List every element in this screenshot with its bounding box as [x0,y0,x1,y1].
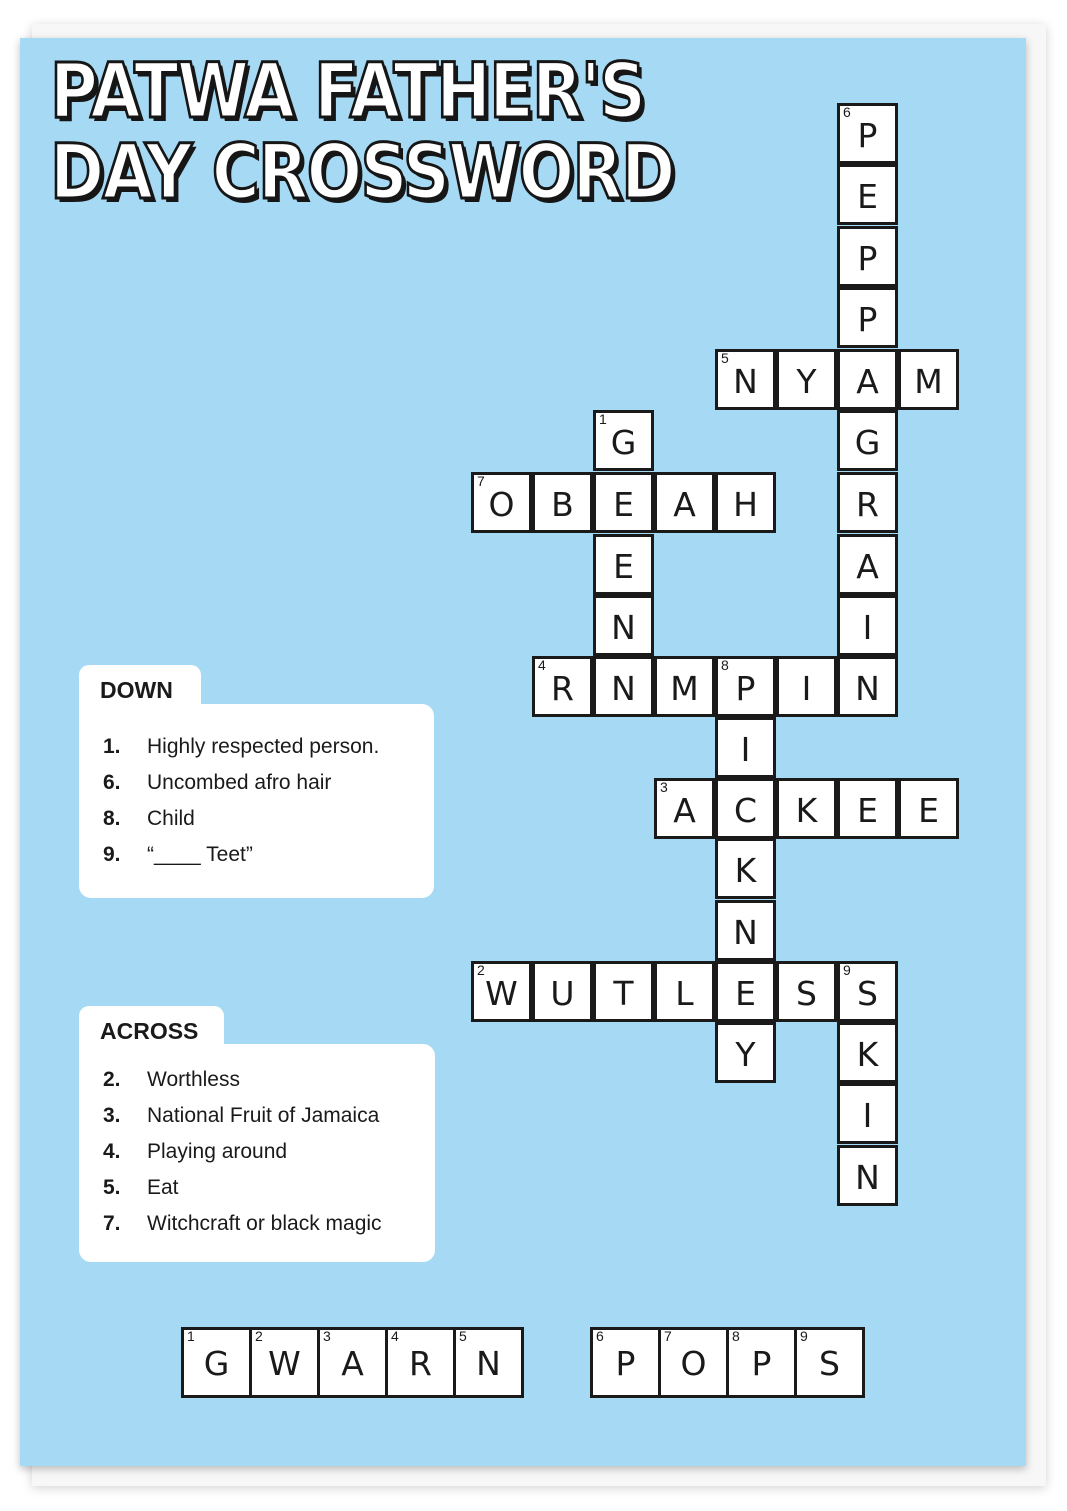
grid-cell[interactable] [837,1083,898,1144]
cell-letter: I [740,730,751,769]
grid-cell[interactable] [715,349,776,410]
grid-cell[interactable] [593,534,654,595]
cell-letter: K [795,791,818,830]
solution-cell-word-1[interactable] [181,1327,252,1398]
grid-cell[interactable] [532,961,593,1022]
cell-letter: M [670,669,699,708]
solution-letter: G [203,1344,230,1383]
cell-number: 4 [538,657,546,673]
solution-cell-word-1[interactable] [249,1327,320,1398]
grid-cell[interactable] [837,595,898,656]
cell-letter: I [862,608,873,647]
solution-letter: R [409,1344,432,1383]
grid-cell[interactable] [837,1145,898,1206]
grid-cell[interactable] [837,472,898,533]
grid-cell[interactable] [715,961,776,1022]
grid-cell[interactable] [593,472,654,533]
cell-letter: N [733,913,758,952]
cell-letter: H [733,485,758,524]
solution-cell-word-1[interactable] [317,1327,388,1398]
cell-letter: G [610,423,637,462]
grid-cell[interactable] [837,226,898,287]
cell-letter: L [675,974,694,1013]
cell-letter: R [856,485,879,524]
solution-letter: A [341,1344,364,1383]
grid-cell[interactable] [715,778,776,839]
cell-letter: N [611,608,636,647]
grid-cell[interactable] [837,778,898,839]
grid-cell[interactable] [837,1022,898,1083]
cell-letter: E [735,974,756,1013]
down-heading: DOWN [100,677,173,703]
solution-cell-word-1[interactable] [453,1327,524,1398]
cell-letter: S [857,974,878,1013]
cell-letter: P [857,116,878,155]
solution-letter: S [819,1344,840,1383]
grid-cell[interactable] [715,717,776,778]
solution-cell-word-1[interactable] [385,1327,456,1398]
cell-number: 9 [843,962,851,978]
cell-letter: E [918,791,939,830]
solution-letter: O [680,1344,707,1383]
solution-letter: P [615,1344,636,1383]
grid-cell[interactable] [471,961,532,1022]
cell-letter: R [551,669,574,708]
grid-cell[interactable] [532,656,593,717]
cell-letter: P [857,300,878,339]
solution-letter: P [751,1344,772,1383]
solution-number: 8 [732,1328,740,1344]
cell-letter: A [856,547,879,586]
cell-letter: A [673,485,696,524]
grid-cell[interactable] [654,656,715,717]
grid-cell[interactable] [715,900,776,961]
cell-letter: K [734,851,757,890]
cell-letter: I [862,1096,873,1135]
cell-letter: P [735,669,756,708]
cell-number: 3 [660,779,668,795]
grid-cell[interactable] [654,472,715,533]
cell-letter: N [611,669,636,708]
cell-letter: A [673,791,696,830]
solution-cell-word-2[interactable] [658,1327,729,1398]
solution-letter: W [268,1344,301,1383]
grid-cell[interactable] [837,534,898,595]
cell-letter: T [613,974,634,1013]
grid-cell[interactable] [776,656,837,717]
solution-number: 4 [391,1328,399,1344]
cell-letter: Y [735,1035,756,1074]
grid-cell[interactable] [715,472,776,533]
cell-letter: E [857,791,878,830]
grid-cell[interactable] [837,410,898,471]
grid-cell[interactable] [532,472,593,533]
cell-letter: P [857,239,878,278]
cell-letter: O [488,485,515,524]
cell-letter: U [550,974,575,1013]
cell-letter: S [796,974,817,1013]
grid-cell[interactable] [837,961,898,1022]
cell-letter: N [855,669,880,708]
across-clues-panel: 2. Worthless 3. National Fruit of Jamaica 4. Playing around 5. Eat 7. Witchcraft or black magic [79,1044,435,1262]
solution-cell-word-2[interactable] [726,1327,797,1398]
solution-number: 7 [664,1328,672,1344]
grid-cell[interactable] [593,595,654,656]
across-heading: ACROSS [100,1018,199,1044]
solution-number: 5 [459,1328,467,1344]
grid-cell[interactable] [471,472,532,533]
title-line-1: PATWA FATHER'S [50,46,645,135]
cell-number: 7 [477,473,485,489]
cell-letter: E [613,485,634,524]
cell-letter: M [914,362,943,401]
grid-cell[interactable] [837,103,898,164]
cell-letter: E [613,547,634,586]
grid-cell[interactable] [593,656,654,717]
grid-cell[interactable] [593,410,654,471]
grid-cell[interactable] [837,656,898,717]
cell-number: 1 [599,411,607,427]
cell-letter: A [856,362,879,401]
cell-number: 6 [843,104,851,120]
grid-cell[interactable] [715,838,776,899]
grid-cell[interactable] [715,656,776,717]
solution-number: 2 [255,1328,263,1344]
cell-letter: E [857,177,878,216]
cell-letter: C [733,791,758,830]
solution-number: 3 [323,1328,331,1344]
grid-cell[interactable] [776,778,837,839]
grid-cell[interactable] [593,961,654,1022]
grid-cell[interactable] [837,349,898,410]
solution-number: 9 [800,1328,808,1344]
cell-letter: N [733,362,758,401]
cell-number: 5 [721,350,729,366]
cell-number: 8 [721,657,729,673]
cell-letter: W [485,974,518,1013]
cell-letter: Y [796,362,817,401]
grid-cell[interactable] [654,961,715,1022]
solution-letter: N [476,1344,501,1383]
cell-letter: G [854,423,881,462]
grid-cell[interactable] [898,778,959,839]
grid-cell[interactable] [837,287,898,348]
grid-cell[interactable] [776,961,837,1022]
solution-number: 6 [596,1328,604,1344]
grid-cell[interactable] [715,1022,776,1083]
cell-letter: B [551,485,574,524]
solution-cell-word-2[interactable] [794,1327,865,1398]
cell-letter: N [855,1158,880,1197]
cell-letter: I [801,669,812,708]
solution-number: 1 [187,1328,195,1344]
down-clues-panel: 1. Highly respected person. 6. Uncombed afro hair 8. Child 9. “____ Teet” [79,704,434,898]
cell-number: 2 [477,962,485,978]
grid-cell[interactable] [837,164,898,225]
page-title [50,46,674,216]
grid-cell[interactable] [898,349,959,410]
title-line-2: DAY CROSSWORD [50,127,674,216]
solution-cell-word-2[interactable] [590,1327,661,1398]
grid-cell[interactable] [776,349,837,410]
grid-cell[interactable] [654,778,715,839]
cell-letter: K [856,1035,879,1074]
